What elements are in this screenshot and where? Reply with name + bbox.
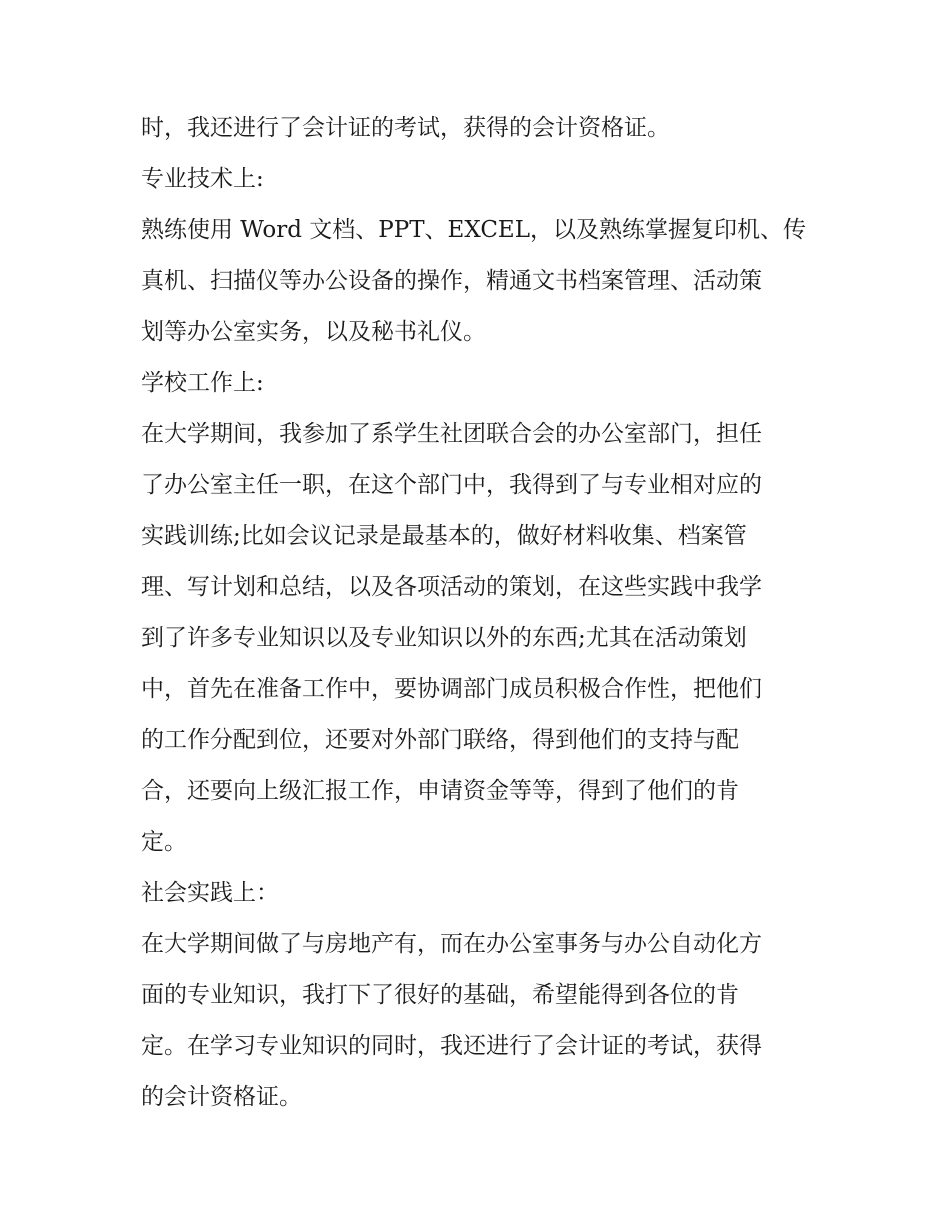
text-line: 时，我还进行了会计证的考试，获得的会计资格证。 <box>141 115 670 141</box>
text-line: 面的专业知识，我打下了很好的基础，希望能得到各位的肯 <box>141 982 739 1008</box>
text-line: 的会计资格证。 <box>141 1084 302 1110</box>
section-heading-social-practice: 社会实践上： <box>141 880 279 906</box>
text-line: 的工作分配到位，还要对外部门联络，得到他们的支持与配 <box>141 727 739 753</box>
text-line: 在大学期间，我参加了系学生社团联合会的办公室部门，担任 <box>141 421 762 447</box>
text-line: 实践训练;比如会议记录是最基本的，做好材料收集、档案管 <box>141 523 747 549</box>
text-line: 理、写计划和总结，以及各项活动的策划，在这些实践中我学 <box>141 574 762 600</box>
text-line: 到了许多专业知识以及专业知识以外的东西;尤其在活动策划 <box>141 625 747 651</box>
section-heading-professional-skills: 专业技术上: <box>141 166 264 192</box>
text-line: 真机、扫描仪等办公设备的操作，精通文书档案管理、活动策 <box>141 268 762 294</box>
text-line: 定。 <box>141 829 187 855</box>
document-body <box>141 103 821 1123</box>
text-line: 划等办公室实务，以及秘书礼仪。 <box>141 319 486 345</box>
text-line: 熟练使用 Word 文档、PPT、EXCEL，以及熟练掌握复印机、传 <box>141 217 806 243</box>
text-line: 定。在学习专业知识的同时，我还进行了会计证的考试，获得 <box>141 1033 762 1059</box>
text-line: 中，首先在准备工作中，要协调部门成员积极合作性，把他们 <box>141 676 762 702</box>
text-line: 合，还要向上级汇报工作，申请资金等等，得到了他们的肯 <box>141 778 739 804</box>
text-line: 了办公室主任一职，在这个部门中，我得到了与专业相对应的 <box>141 472 762 498</box>
section-heading-school-work: 学校工作上: <box>141 370 264 396</box>
text-line: 在大学期间做了与房地产有，而在办公室事务与办公自动化方 <box>141 931 762 957</box>
